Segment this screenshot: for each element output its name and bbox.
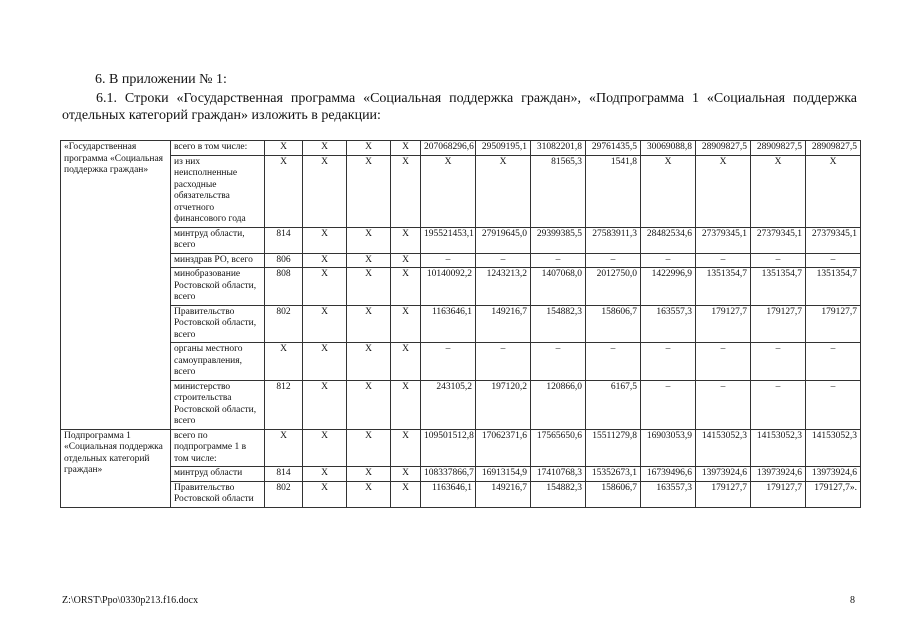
code-cell: 806 (265, 253, 303, 268)
value-cell: 29761435,5 (586, 141, 641, 156)
code-cell: X (347, 380, 391, 429)
value-cell: 1407068,0 (531, 268, 586, 306)
value-cell: 163557,3 (641, 305, 696, 343)
code-cell: 802 (265, 305, 303, 343)
value-cell: – (421, 343, 476, 381)
value-cell: – (806, 253, 861, 268)
code-cell: X (303, 481, 347, 507)
value-cell: 29509195,1 (476, 141, 531, 156)
value-cell: 1163646,1 (421, 305, 476, 343)
table-row (61, 141, 861, 156)
code-cell: X (391, 253, 421, 268)
code-cell: X (391, 305, 421, 343)
value-cell: 179127,7». (806, 481, 861, 507)
value-cell: 179127,7 (806, 305, 861, 343)
value-cell: 179127,7 (696, 481, 751, 507)
value-cell: 28909827,5 (806, 141, 861, 156)
value-cell: 28909827,5 (751, 141, 806, 156)
code-cell: X (347, 305, 391, 343)
table-row (61, 380, 861, 429)
value-cell: 13973924,6 (806, 467, 861, 482)
value-cell: 1351354,7 (696, 268, 751, 306)
value-cell: 29399385,5 (531, 227, 586, 253)
value-cell: – (476, 343, 531, 381)
value-cell: – (531, 343, 586, 381)
code-cell: X (347, 141, 391, 156)
value-cell: – (421, 253, 476, 268)
value-cell: 17565650,6 (531, 429, 586, 467)
code-cell: X (391, 467, 421, 482)
value-cell: 14153052,3 (751, 429, 806, 467)
code-cell: X (391, 481, 421, 507)
value-cell: 16903053,9 (641, 429, 696, 467)
value-cell: 158606,7 (586, 481, 641, 507)
value-cell: 16739496,6 (641, 467, 696, 482)
value-cell: – (806, 380, 861, 429)
table-row (61, 155, 861, 227)
value-cell: X (641, 155, 696, 227)
value-cell: 30069088,8 (641, 141, 696, 156)
budget-table (60, 140, 861, 508)
value-cell: – (751, 343, 806, 381)
executor-name: органы местного самоуправления, всего (171, 343, 265, 381)
value-cell: 154882,3 (531, 481, 586, 507)
value-cell: 243105,2 (421, 380, 476, 429)
executor-name: Правительство Ростовской области, всего (171, 305, 265, 343)
code-cell: X (303, 380, 347, 429)
code-cell: X (391, 227, 421, 253)
code-cell: X (303, 343, 347, 381)
code-cell: X (303, 429, 347, 467)
table-row (61, 268, 861, 306)
value-cell: – (641, 343, 696, 381)
value-cell: 179127,7 (751, 305, 806, 343)
value-cell: 195521453,1 (421, 227, 476, 253)
table-row (61, 467, 861, 482)
value-cell: 149216,7 (476, 305, 531, 343)
table-row (61, 429, 861, 467)
code-cell: X (347, 343, 391, 381)
value-cell: 31082201,8 (531, 141, 586, 156)
value-cell: X (751, 155, 806, 227)
value-cell: 1422996,9 (641, 268, 696, 306)
code-cell: X (347, 253, 391, 268)
executor-name: минтруд области (171, 467, 265, 482)
value-cell: – (696, 380, 751, 429)
executor-name: Правительство Ростовской области (171, 481, 265, 507)
code-cell: X (347, 227, 391, 253)
value-cell: 27379345,1 (696, 227, 751, 253)
value-cell: 109501512,8 (421, 429, 476, 467)
code-cell: X (347, 467, 391, 482)
code-cell: X (347, 268, 391, 306)
value-cell: – (751, 380, 806, 429)
value-cell: 154882,3 (531, 305, 586, 343)
code-cell: X (391, 141, 421, 156)
code-cell: X (265, 343, 303, 381)
value-cell: 17410768,3 (531, 467, 586, 482)
code-cell: X (265, 429, 303, 467)
executor-name: всего по подпрограмме 1 в том числе: (171, 429, 265, 467)
value-cell: 179127,7 (751, 481, 806, 507)
table-row (61, 305, 861, 343)
value-cell: 16913154,9 (476, 467, 531, 482)
code-cell: X (265, 141, 303, 156)
executor-name: минздрав РО, всего (171, 253, 265, 268)
value-cell: 149216,7 (476, 481, 531, 507)
value-cell: 14153052,3 (806, 429, 861, 467)
value-cell: 27379345,1 (806, 227, 861, 253)
executor-name: министерство строительства Ростовской области, всего (171, 380, 265, 429)
executor-name: минобразование Ростовской области, всего (171, 268, 265, 306)
code-cell: X (303, 141, 347, 156)
footer-file-path: Z:\ORST\Ppo\0330p213.f16.docx (62, 595, 199, 606)
code-cell: 802 (265, 481, 303, 507)
table-row (61, 227, 861, 253)
program-label: «Государственная программа «Социальная поддержка граждан» (61, 141, 171, 430)
value-cell: X (476, 155, 531, 227)
value-cell: 1351354,7 (806, 268, 861, 306)
value-cell: 15352673,1 (586, 467, 641, 482)
code-cell: X (265, 155, 303, 227)
code-cell: X (303, 253, 347, 268)
value-cell: 17062371,6 (476, 429, 531, 467)
value-cell: 1541,8 (586, 155, 641, 227)
executor-name: минтруд области, всего (171, 227, 265, 253)
code-cell: X (391, 155, 421, 227)
executor-name: всего в том числе: (171, 141, 265, 156)
code-cell: X (303, 268, 347, 306)
value-cell: 108337866,7 (421, 467, 476, 482)
value-cell: 13973924,6 (696, 467, 751, 482)
executor-name: из них неисполненные расходные обязательства отчетного финансового года (171, 155, 265, 227)
value-cell: 28482534,6 (641, 227, 696, 253)
value-cell: – (476, 253, 531, 268)
value-cell: 28909827,5 (696, 141, 751, 156)
value-cell: – (696, 343, 751, 381)
value-cell: 158606,7 (586, 305, 641, 343)
program-label: Подпрограмма 1 «Социальная поддержка отдельных категорий граждан» (61, 429, 171, 507)
value-cell: – (641, 253, 696, 268)
code-cell: 808 (265, 268, 303, 306)
value-cell: 2012750,0 (586, 268, 641, 306)
value-cell: X (421, 155, 476, 227)
code-cell: X (391, 343, 421, 381)
footer-page-number: 8 (850, 595, 855, 606)
code-cell: X (391, 380, 421, 429)
code-cell: X (347, 481, 391, 507)
value-cell: – (696, 253, 751, 268)
code-cell: 812 (265, 380, 303, 429)
value-cell: 81565,3 (531, 155, 586, 227)
table-row (61, 481, 861, 507)
value-cell: 207068296,6 (421, 141, 476, 156)
table-row (61, 253, 861, 268)
code-cell: X (391, 429, 421, 467)
value-cell: 163557,3 (641, 481, 696, 507)
code-cell: 814 (265, 467, 303, 482)
value-cell: 13973924,6 (751, 467, 806, 482)
table-row (61, 343, 861, 381)
value-cell: X (806, 155, 861, 227)
value-cell: 179127,7 (696, 305, 751, 343)
value-cell: – (531, 253, 586, 268)
value-cell: 1163646,1 (421, 481, 476, 507)
value-cell: – (586, 253, 641, 268)
value-cell: – (586, 343, 641, 381)
code-cell: X (391, 268, 421, 306)
value-cell: – (641, 380, 696, 429)
value-cell: 27583911,3 (586, 227, 641, 253)
value-cell: 27919645,0 (476, 227, 531, 253)
value-cell: 10140092,2 (421, 268, 476, 306)
value-cell: – (751, 253, 806, 268)
code-cell: X (303, 305, 347, 343)
value-cell: X (696, 155, 751, 227)
value-cell: 6167,5 (586, 380, 641, 429)
value-cell: 120866,0 (531, 380, 586, 429)
value-cell: 14153052,3 (696, 429, 751, 467)
value-cell: 27379345,1 (751, 227, 806, 253)
code-cell: X (303, 227, 347, 253)
code-cell: 814 (265, 227, 303, 253)
code-cell: X (347, 429, 391, 467)
section-heading: 6. В приложении № 1: (95, 72, 227, 87)
value-cell: 1351354,7 (751, 268, 806, 306)
code-cell: X (347, 155, 391, 227)
value-cell: 197120,2 (476, 380, 531, 429)
value-cell: – (806, 343, 861, 381)
value-cell: 1243213,2 (476, 268, 531, 306)
section-paragraph: 6.1. Строки «Государственная программа «Социальная поддержка граждан», «Подпрограмма 1 «Социальная поддержка отдельных категорий граждан» изложить в редакции: (62, 91, 857, 123)
code-cell: X (303, 467, 347, 482)
code-cell: X (303, 155, 347, 227)
value-cell: 15511279,8 (586, 429, 641, 467)
